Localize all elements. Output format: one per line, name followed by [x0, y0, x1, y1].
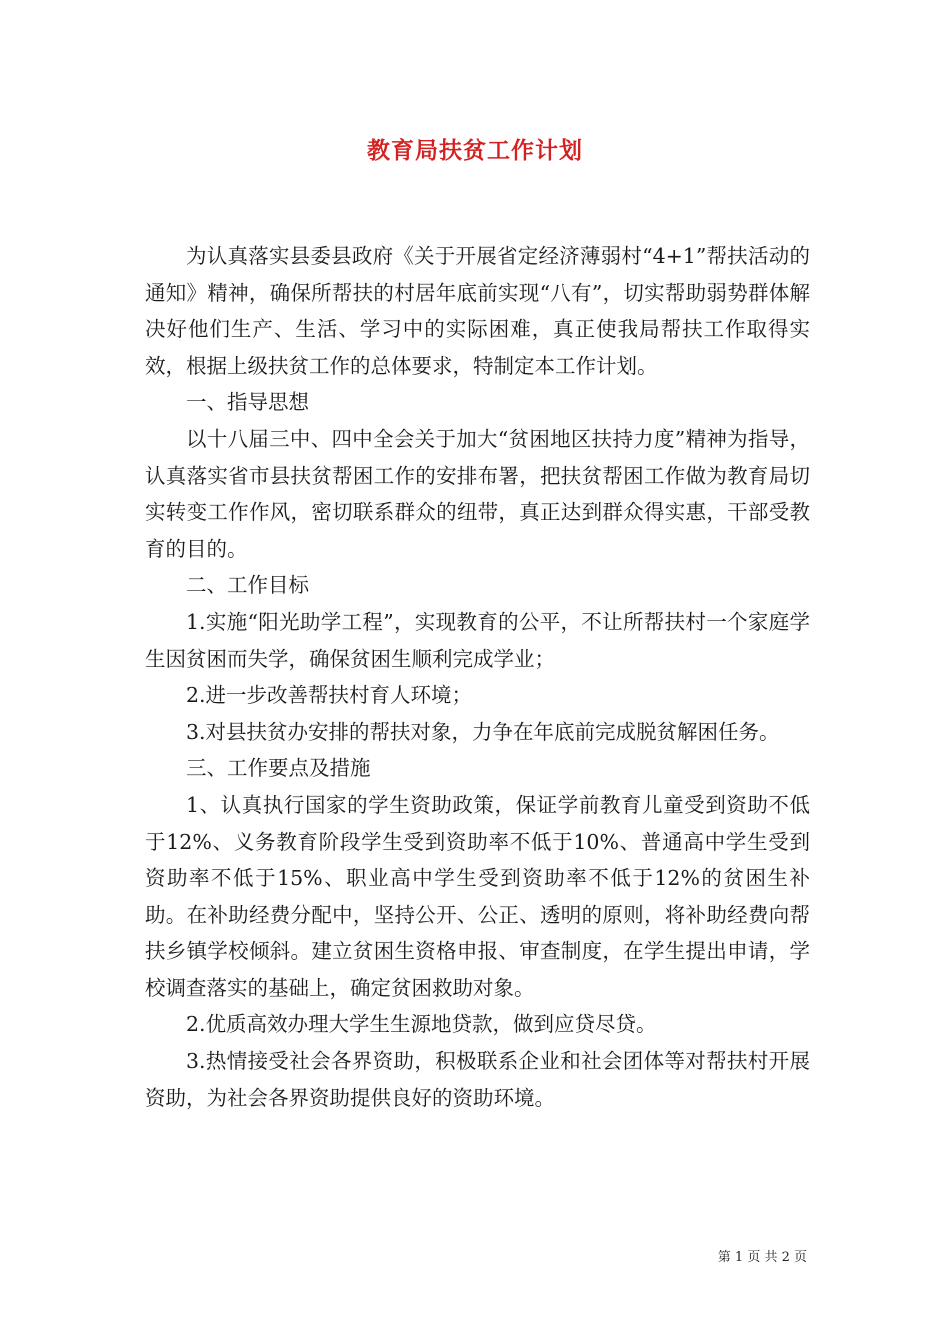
key-point-item-1: 1、认真执行国家的学生资助政策，保证学前教育儿童受到资助不低于12%、义务教育阶段学生受到资助率不低于10%、普通高中学生受到资助率不低于15%、职业高中学生受到资助率不低于12%的贫困生补助。在补助经费分配中，坚持公开、公正、透明的原则，将补助经费向帮扶乡镇学校倾斜。建立贫困生资格申报、审查制度，在学生提出申请，学校调查落实的基础上，确定贫困救助对象。: [145, 792, 810, 1000]
work-goal-item-2: 2.进一步改善帮扶村育人环境；: [186, 683, 473, 708]
section-heading-guiding-ideology: 一、指导思想: [186, 390, 309, 415]
section-heading-work-goals: 二、工作目标: [186, 573, 309, 598]
section-heading-key-points: 三、工作要点及措施: [186, 756, 371, 781]
guiding-ideology-paragraph: 以十八届三中、四中全会关于加大“贫困地区扶持力度”精神为指导，认真落实省市县扶贫帮困工作的安排布署，把扶贫帮困工作做为教育局切实转变工作作风，密切联系群众的纽带，真正达到群众得实惠，干部受教育的目的。: [145, 426, 810, 561]
intro-paragraph: 为认真落实县委县政府《关于开展省定经济薄弱村“4+1”帮扶活动的通知》精神，确保所帮扶的村居年底前实现“八有”，切实帮助弱势群体解决好他们生产、生活、学习中的实际困难，真正使我局帮扶工作取得实效，根据上级扶贫工作的总体要求，特制定本工作计划。: [145, 244, 810, 378]
page-number: 第 1 页 共 2 页: [717, 1250, 807, 1265]
work-goal-item-1: 1.实施“阳光助学工程”，实现教育的公平，不让所帮扶村一个家庭学生因贫困而失学，确保贫困生顺利完成学业；: [145, 609, 810, 671]
document-title: 教育局扶贫工作计划: [367, 137, 583, 164]
document-body: [145, 238, 810, 1116]
work-goal-item-3: 3.对县扶贫办安排的帮扶对象，力争在年底前完成脱贫解困任务。: [186, 719, 780, 744]
key-point-item-2: 2.优质高效办理大学生生源地贷款，做到应贷尽贷。: [186, 1012, 657, 1037]
key-point-item-3: 3.热情接受社会各界资助，积极联系企业和社会团体等对帮扶村开展资助，为社会各界资助提供良好的资助环境。: [145, 1049, 810, 1110]
